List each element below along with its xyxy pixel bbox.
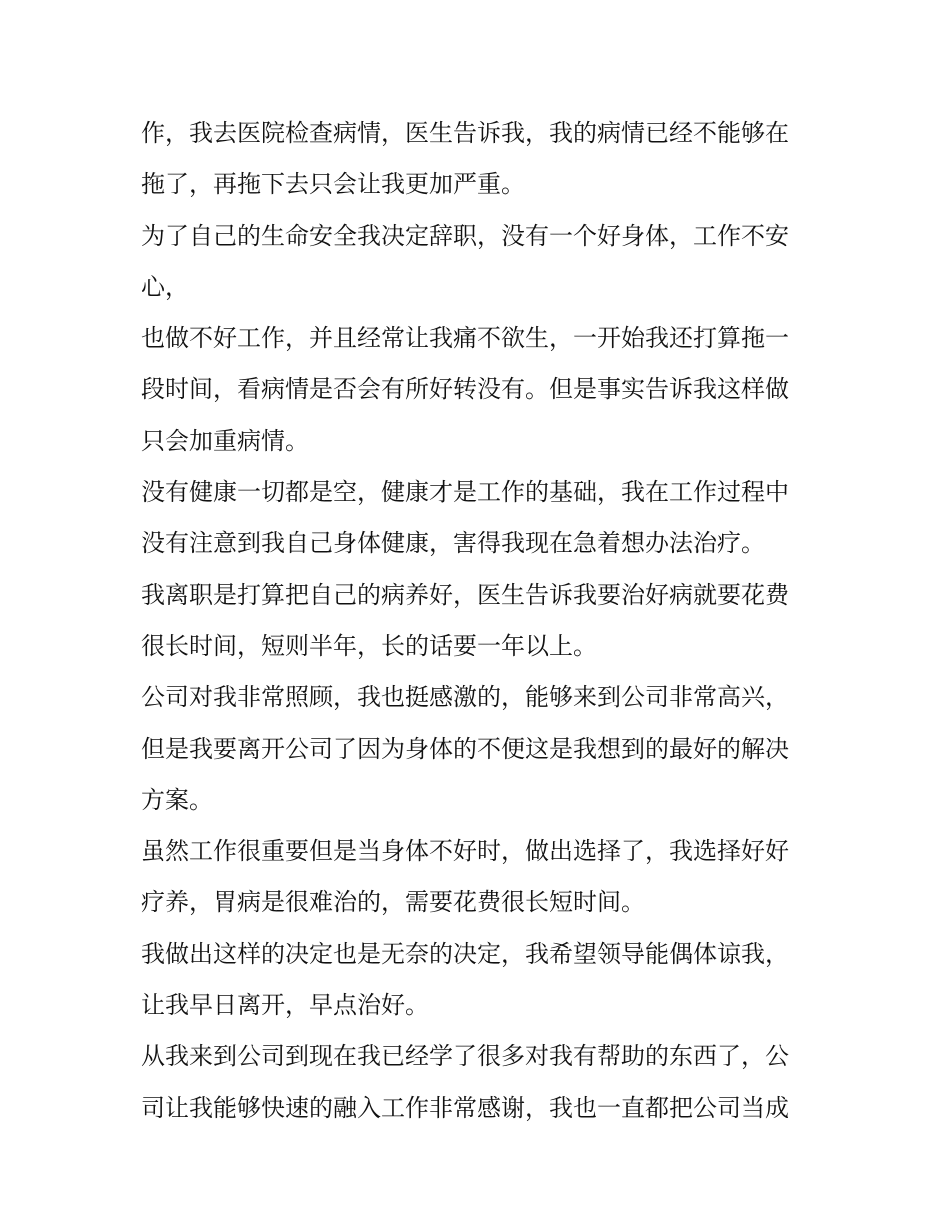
text-line: 我离职是打算把自己的病养好，医生告诉我要治好病就要花费 — [141, 580, 789, 609]
text-line: 也做不好工作，并且经常让我痛不欲生，一开始我还打算拖一 — [141, 324, 789, 353]
text-line: 虽然工作很重要但是当身体不好时，做出选择了，我选择好好 — [141, 837, 789, 866]
text-line: 只会加重病情。 — [141, 426, 309, 455]
body-text — [141, 108, 821, 1134]
text-line: 为了自己的生命安全我决定辞职，没有一个好身体，工作不安 — [141, 221, 789, 250]
text-line: 段时间，看病情是否会有所好转没有。但是事实告诉我这样做 — [141, 375, 789, 404]
text-line: 但是我要离开公司了因为身体的不便这是我想到的最好的解决 — [141, 734, 789, 763]
text-line: 从我来到公司到现在我已经学了很多对我有帮助的东西了，公 — [141, 1042, 789, 1071]
text-line: 司让我能够快速的融入工作非常感谢，我也一直都把公司当成 — [141, 1093, 789, 1122]
text-line: 公司对我非常照顾，我也挺感激的，能够来到公司非常高兴， — [141, 683, 789, 712]
text-line: 很长时间，短则半年，长的话要一年以上。 — [141, 631, 597, 660]
text-line: 方案。 — [141, 785, 213, 814]
text-line: 拖了，再拖下去只会让我更加严重。 — [141, 170, 525, 199]
text-line: 疗养，胃病是很难治的，需要花费很长短时间。 — [141, 888, 645, 917]
text-line: 没有注意到我自己身体健康，害得我现在急着想办法治疗。 — [141, 529, 765, 558]
text-line: 我做出这样的决定也是无奈的决定，我希望领导能偶体谅我， — [141, 939, 789, 968]
text-line: 让我早日离开，早点治好。 — [141, 991, 429, 1020]
text-line: 心， — [141, 272, 189, 301]
text-line: 作，我去医院检查病情，医生告诉我，我的病情已经不能够在 — [141, 119, 789, 147]
text-line: 没有健康一切都是空，健康才是工作的基础，我在工作过程中 — [141, 478, 789, 507]
